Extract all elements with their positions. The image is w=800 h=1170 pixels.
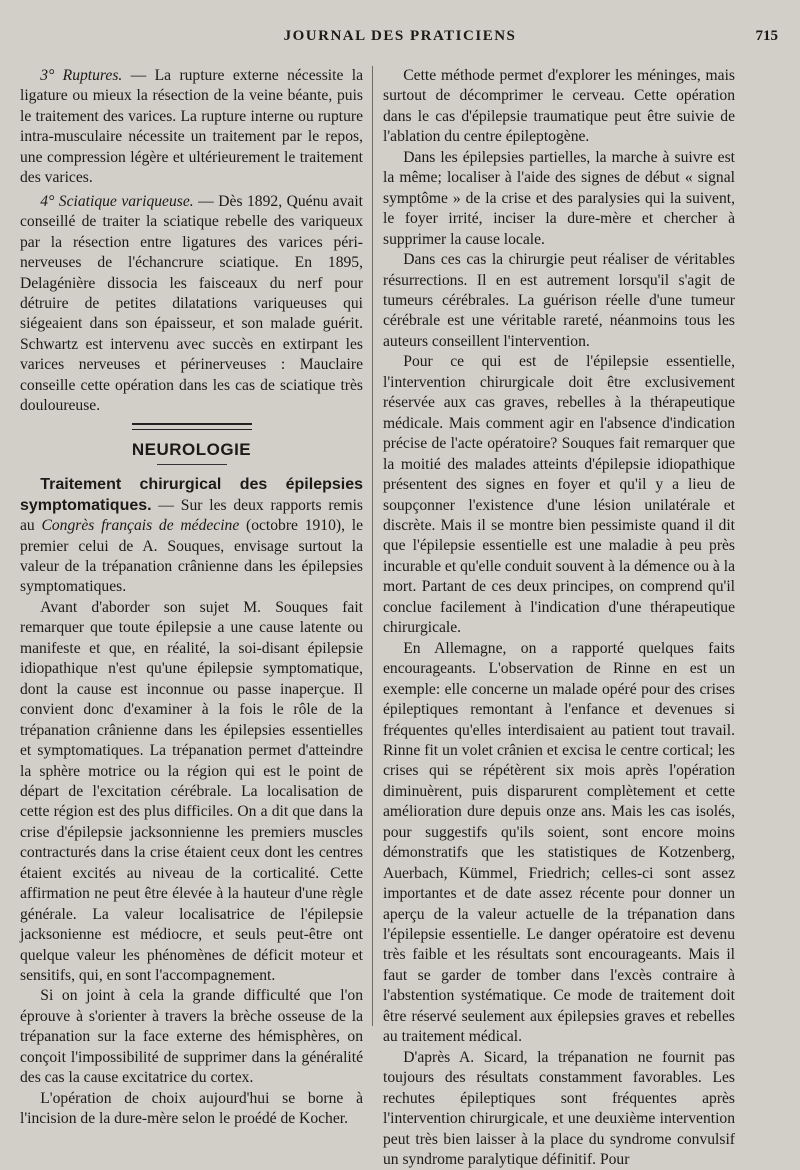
column-divider xyxy=(372,66,373,1026)
paragraph-partielles: Dans les épilepsies partielles, la marche à suivre est la même; localiser à l'aide des signes de début « signal symptôme » de la crise et des paralysies qui la suivent, le foyer irrité, inciser la dure-mère et chercher à supprimer la cause locale. xyxy=(383,148,735,248)
ruptures-label: 3° Ruptures. xyxy=(40,67,123,84)
paragraph-difficulte: Si on joint à cela la grande difficulté que l'on éprouve à s'orienter à travers la brèche osseuse de la trépanation sur la face externe des hémisphères, on conçoit l'impossibilité de supprimer dans la généralité des cas la cause excitatrice du cortex. xyxy=(20,987,363,1087)
page-header xyxy=(0,28,800,50)
sciatique-text: — Dès 1892, Quénu avait conseillé de traiter la sciatique rebelle des variqueux par la résection entre ligatures des varices péri-nerveuses de l'échancrure sciatique. En 1895, Delagénière dissocia les faisceaux du nerf pour détruire de petites dilatations variqueuses qui siégeaient dans son épaisseur, et son malade guérit. Schwartz est intervenu avec succès en extirpant les varices nerveuses et périnerveuses : Mauclaire conseille cette opération dans les cas de sciatique très douloureuse. xyxy=(20,192,363,415)
paragraph-resurrections: Dans ces cas la chirurgie peut réaliser de véritables résurrections. Il en est autrement lorsqu'il s'agit de tumeurs cérébrales. La guérison réelle d'une tumeur cérébrale est une véritable rareté, néanmoins tous les auteurs conseillent l'intervention. xyxy=(383,251,735,350)
article-intro-b: (octobre 1910), le premier celui de A. Souques, envisage surtout la valeur de la trépanation crânienne dans les épilepsies symptomatiques. xyxy=(20,517,363,596)
section-rule-bottom xyxy=(157,464,227,465)
paragraph-sicard: D'après A. Sicard, la trépanation ne fournit pas toujours des résultats constamment favorables. Les rechutes épileptiques sont fréquentes après l'intervention chirurgicale, et une deuxième intervention peut très bien laisser à la place du syndrome convulsif un syndrome paralytique définitif. Pour xyxy=(383,1048,735,1169)
paragraph-ruptures xyxy=(20,66,363,189)
section-heading xyxy=(20,423,363,465)
ruptures-text: — La rupture externe nécessite la ligature ou mieux la résection de la veine béante, puis le traitement des varices. La rupture interne ou rupture intra-musculaire nécessite un traitement par le repos, une compression légère et ultérieurement le traitement des varices. xyxy=(20,67,363,187)
paragraph-operation-choix: L'opération de choix aujourd'hui se borne à l'incision de la dure-mère selon le proédé de Kocher. xyxy=(20,1089,363,1128)
page-number: 715 xyxy=(755,28,778,44)
paragraph-methode: Cette méthode permet d'explorer les méninges, mais surtout de décomprimer le cerveau. Cette opération dans le cas d'épilepsie traumatique peut être suivie de l'ablation du centre épileptogène. xyxy=(383,67,735,146)
section-rule-top xyxy=(132,423,252,430)
article-intro-a: — Sur les deux rapports remis au xyxy=(20,496,363,535)
running-title: JOURNAL DES PRATICIENS xyxy=(283,28,517,44)
paragraph-allemagne: En Allemagne, on a rapporté quelques faits encourageants. L'observation de Rinne en est un exemple: elle concerne un malade opéré pour des crises épileptiques remontant à l'enfance et devenues si fréquentes qu'elles interdisaient au patient tout travail. Rinne fit un volet crânien et excisa le centre cortical; les crises qui se répétèrent six mois après l'opération diminuèrent, puis disparurent complètement et cette amélioration dure depuis onze ans. Mais les cas isolés, pour suggestifs qu'ils soient, sont encore moins démonstratifs que les statistiques de Kotzenberg, Auerbach, Kümmel, Friedrich; celles-ci sont assez importantes et de date assez récente pour donner un aperçu de la valeur actuelle de la trépanation dans l'épilepsie essentielle. Le danger opératoire est devenu très faible et les résultats sont encourageants. Mais il faut se garder de tomber dans l'excès contraire à l'abstention systématique. Ce mode de traitement doit être réservé seulement aux épilepsies graves et rebelles au traitement médical. xyxy=(383,639,735,1046)
paragraph-article-intro xyxy=(20,475,363,598)
article-title: Traitement chirurgical des épilepsies symptomatiques. xyxy=(20,476,363,514)
left-column xyxy=(20,66,363,1128)
paragraph-souques: Avant d'aborder son sujet M. Souques fait remarquer que toute épilepsie a une cause latente ou manifeste et que, en réalité, la soi-disant épilepsie idiopathique n'est qu'une épilepsie symptomatique, dont la cause est inconnue ou passe inaperçue. Il convient donc d'examiner à la fois le rôle de la trépanation crânienne dans les épilepsies essentielles et symptomatiques. La trépanation permet d'atteindre la sphère motrice ou la région qui est le point de départ de l'excitation cérébrale. La localisation de cette région est des plus difficiles. On a dit que dans la crise d'épilepsie jacksonnienne les premiers muscles contracturés dans la crise étaient ceux dont les centres étaient excités au niveau de la corticalité. Cette affirmation ne peut être élevée à la hauteur d'une règle générale. La valeur localisatrice de l'épilepsie jacksonienne est médiocre, et seuls peut-être ont quelque valeur les phénomènes de déficit moteur et sensitifs, qui, en sont l'accompagnement. xyxy=(20,598,363,985)
congres-name: Congrès français de médecine xyxy=(41,517,240,535)
paragraph-sciatique xyxy=(20,192,363,417)
right-column xyxy=(383,66,735,1169)
sciatique-label: 4° Sciatique variqueuse. xyxy=(40,192,194,210)
paragraph-essentielle: Pour ce qui est de l'épilepsie essentielle, l'intervention chirurgicale doit être exclusivement réservée aux cas graves, rebelles à la thérapeutique médicale. Mais comment agir en l'absence d'indication précise de l'acte opératoire? Souques fait remarquer que la moitié des malades atteints d'épilepsie idiopathique présentent des signes en foyer et qu'il y a lieu de soupçonner l'existence d'une lésion unilatérale et discrète. Mais il se montre bien pessimiste quand il dit que l'épilepsie essentielle est une maladie à peu près incurable et qu'elle conduit souvent à la démence ou à la mort. Partant de ces deux principes, on comprend qu'il conclue facilement à l'indication d'une thérapeutique chirurgicale. xyxy=(383,353,735,637)
section-title: NEUROLOGIE xyxy=(131,439,252,459)
